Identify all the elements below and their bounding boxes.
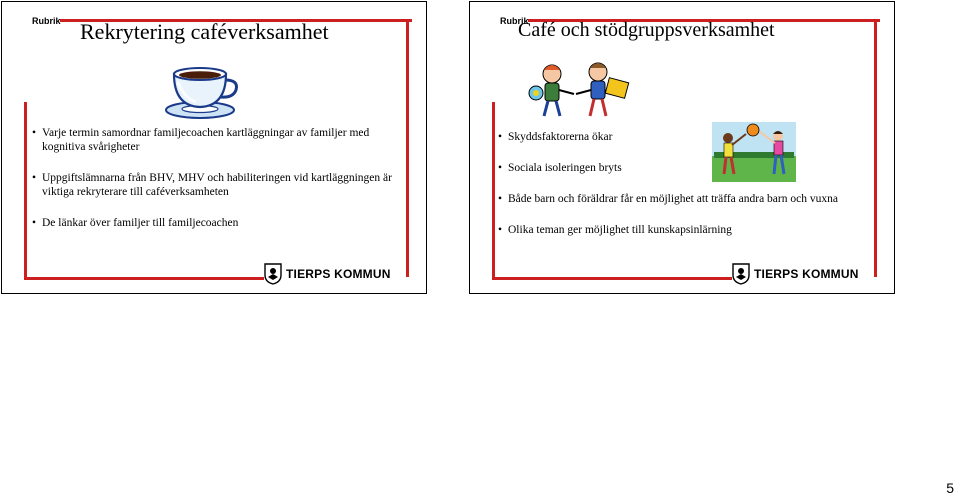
- decor-line-bottom: [24, 277, 264, 280]
- bullet-item: • Skyddsfaktorerna ökar: [498, 130, 708, 144]
- bullet-item: • Varje termin samordnar familjecoachen kartläggningar av familjer med kognitiva svårigheter: [32, 126, 412, 154]
- bullet-list-bottom: [498, 192, 878, 237]
- slide-title: Rekrytering caféverksamhet: [80, 19, 329, 44]
- children-playing-ball-icon: [712, 122, 796, 182]
- page-number: 5: [946, 480, 954, 496]
- logo-text: TIERPS KOMMUN: [286, 267, 391, 281]
- bullet-list-top: [498, 130, 708, 175]
- decor-line-left: [24, 102, 27, 277]
- rubrik-label: Rubrik: [500, 16, 529, 26]
- decor-line-bottom: [492, 277, 732, 280]
- bullet-item: • Olika teman ger möjlighet till kunskapsinlärning: [498, 223, 878, 237]
- bullet-item: • Både barn och föräldrar får en möjlighet att träffa andra barn och vuxna: [498, 192, 878, 206]
- tierps-kommun-logo: [264, 263, 391, 285]
- bullet-item: • Sociala isoleringen bryts: [498, 161, 708, 175]
- coat-of-arms-icon: [264, 263, 282, 285]
- rubrik-label: Rubrik: [32, 16, 61, 26]
- bullet-list: [32, 126, 412, 230]
- people-handshake-icon: [514, 60, 632, 120]
- slide-cafe-support: [469, 1, 895, 294]
- tierps-kommun-logo: [732, 263, 859, 285]
- coat-of-arms-icon: [732, 263, 750, 285]
- bullet-item: • Uppgiftslämnarna från BHV, MHV och habiliteringen vid kartläggningen är viktiga rekryterare till caféverksamheten: [32, 171, 412, 199]
- slide-recruitment: [1, 1, 427, 294]
- slide-title: Café och stödgruppsverksamhet: [518, 19, 775, 41]
- bullet-item: • De länkar över familjer till familjecoachen: [32, 216, 412, 230]
- decor-line-right: [874, 19, 877, 277]
- decor-line-left: [492, 102, 495, 277]
- logo-text: TIERPS KOMMUN: [754, 267, 859, 281]
- coffee-cup-icon: [164, 62, 240, 120]
